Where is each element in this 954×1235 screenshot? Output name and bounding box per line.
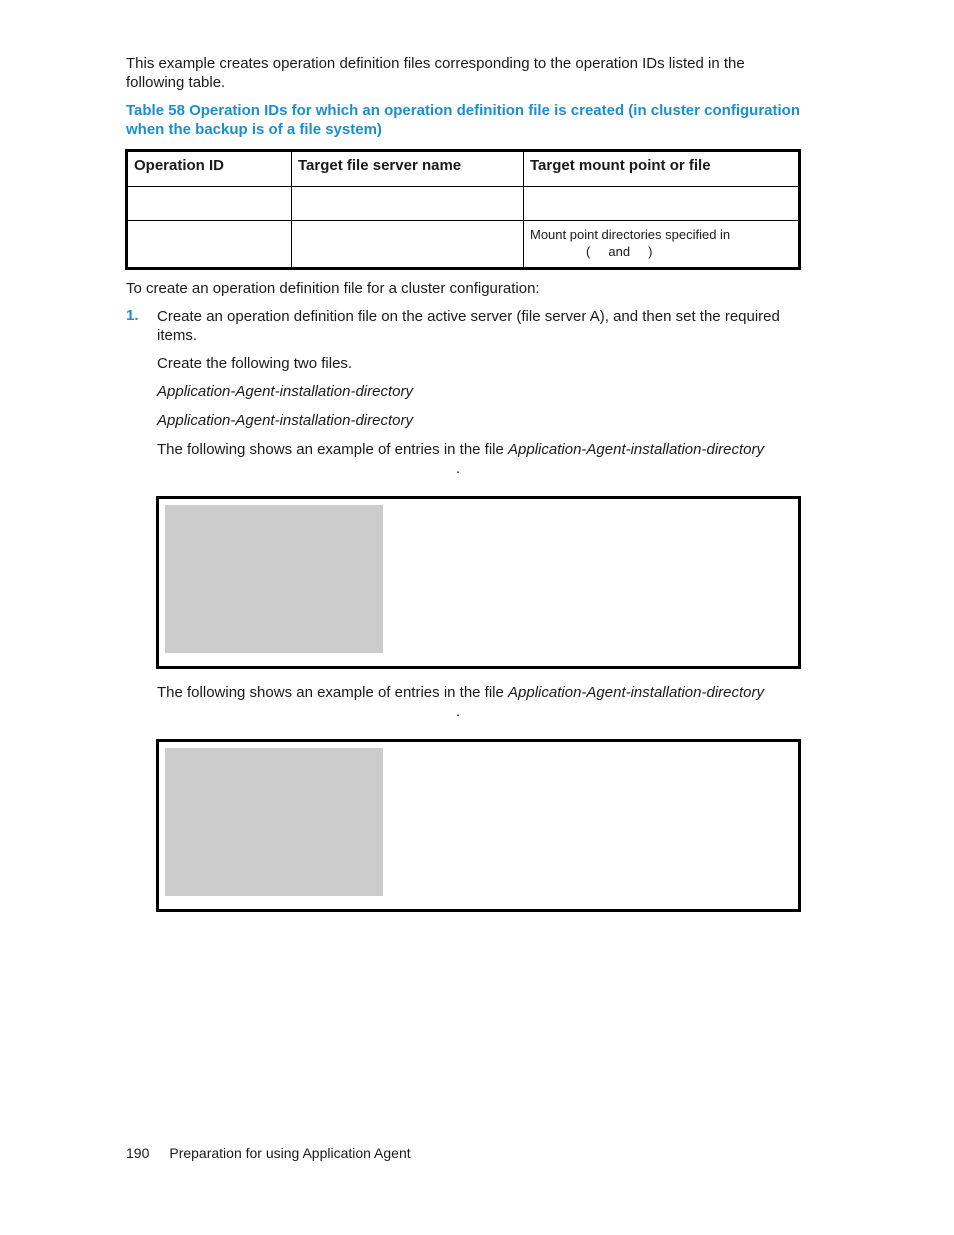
step-text: Create an operation definition file on the active server (file server A), and then set the required items.: [157, 308, 780, 344]
file-path-1: Application-Agent-installation-directory: [157, 383, 413, 400]
table-row: [128, 187, 798, 221]
example-1-suffix: .: [456, 460, 461, 477]
create-files-text: Create the following two files.: [157, 355, 353, 372]
table-caption: Table 58 Operation IDs for which an operation definition file is created (in cluster configuration when the backup is of a file system): [126, 102, 800, 138]
table-cell: [128, 221, 292, 267]
intro-paragraph: This example creates operation definition files corresponding to the operation IDs listed in the following table.: [126, 55, 745, 91]
code-example-1: [156, 496, 801, 669]
example-1-path: Application-Agent-installation-directory: [508, 441, 764, 458]
table-cell: [524, 187, 798, 220]
procedure-lead: To create an operation definition file for a cluster configuration:: [126, 280, 540, 297]
table-cell: [128, 187, 292, 220]
mount-point-text-line2: ( and ): [586, 244, 653, 259]
code-shaded-region: [165, 505, 383, 653]
table-cell-mount-points: [524, 221, 798, 267]
header-target-file-server: Target file server name: [292, 152, 524, 186]
header-operation-id: Operation ID: [128, 152, 292, 186]
page-footer: [126, 1145, 411, 1161]
table-header-row: [128, 152, 798, 187]
code-shaded-region: [165, 748, 383, 896]
step-number: 1.: [126, 307, 139, 324]
header-target-mount-point: Target mount point or file: [530, 157, 711, 174]
example-2-intro: [157, 683, 802, 702]
example-1-prefix: The following shows an example of entries in the file: [157, 441, 509, 458]
code-example-2: [156, 739, 801, 912]
operation-ids-table: [125, 149, 801, 270]
footer-section-title: Preparation for using Application Agent: [169, 1145, 411, 1161]
table-row: [128, 221, 798, 267]
example-1-intro: [157, 440, 802, 459]
example-2-prefix: The following shows an example of entries in the file: [157, 684, 509, 701]
example-2-path: Application-Agent-installation-directory: [508, 684, 764, 701]
page-number: 190: [126, 1145, 150, 1161]
example-2-suffix: .: [456, 703, 461, 720]
file-path-2: Application-Agent-installation-directory: [157, 412, 413, 429]
table-cell: [292, 221, 524, 267]
table-cell: [292, 187, 524, 220]
mount-point-text: Mount point directories specified in: [530, 227, 731, 242]
